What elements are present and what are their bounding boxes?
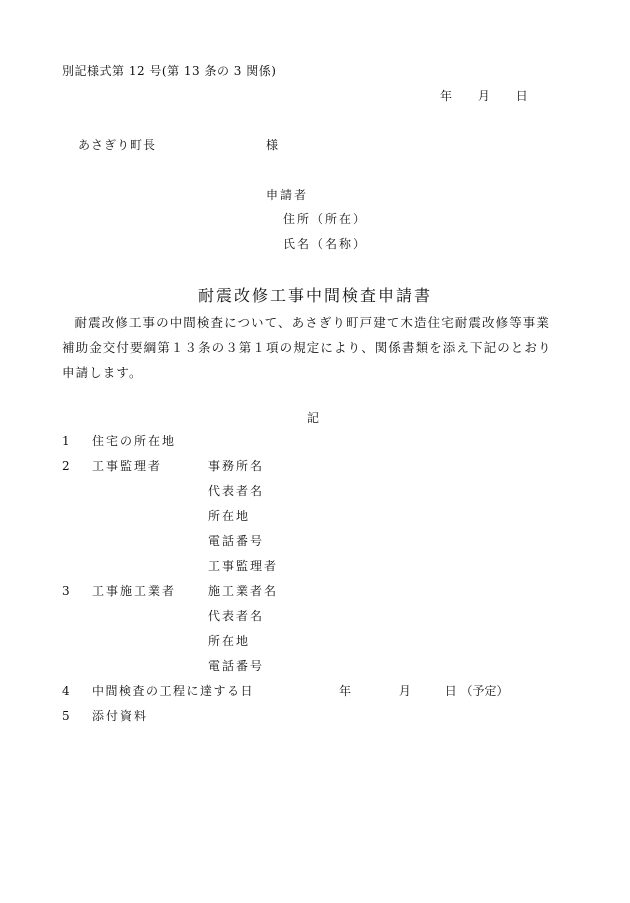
sub-label-contractor-name: 施工業者名 [208,584,279,598]
item-number: 4 [62,684,70,698]
date-day-label: 日 [515,89,528,103]
item-number: 1 [62,434,70,448]
addressee-honorific: 様 [266,138,279,152]
sub-label-supervisor: 工事監理者 [208,559,279,573]
addressee-name: あさぎり町長 [78,138,157,152]
inspection-date [339,682,509,699]
item-label: 工事施工業者 [92,584,177,598]
item-label: 工事監理者 [92,459,163,473]
sub-label-office-name: 事務所名 [208,459,265,473]
document-title: 耐震改修工事中間検査申請書 [197,286,432,305]
applicant-label: 申請者 [266,188,309,202]
sub-label-location: 所在地 [208,634,251,648]
form-number: 別記様式第 12 号(第 13 条の 3 関係) [62,64,277,78]
applicant-address-label: 住所（所在） [283,212,368,226]
date-month-label: 月 [477,89,490,103]
inspection-month-label: 月 [398,684,411,698]
date-year-label: 年 [440,89,453,103]
item-number: 5 [62,709,70,723]
inspection-year-label: 年 [339,684,352,698]
inspection-note: （予定） [460,684,509,698]
applicant-name-label: 氏名（名称） [283,237,368,251]
sub-label-location: 所在地 [208,509,251,523]
date-line [440,87,528,104]
item-label: 住宅の所在地 [92,434,177,448]
sub-label-phone: 電話番号 [208,534,265,548]
sub-label-phone: 電話番号 [208,659,265,673]
body-paragraph: 耐震改修工事の中間検査について、あさぎり町戸建て木造住宅耐震改修等事業補助金交付要綱第１３条の３第１項の規定により、関係書類を添え下記のとおり申請します。 [62,315,552,380]
item-number: 3 [62,584,70,598]
item-label: 中間検査の工程に達する日 [92,684,255,698]
item-label: 添付資料 [92,709,149,723]
sub-label-representative: 代表者名 [208,484,265,498]
sub-label-representative: 代表者名 [208,609,265,623]
item-number: 2 [62,459,70,473]
inspection-day-label: 日 [444,684,457,698]
ki-heading: 記 [307,411,320,425]
